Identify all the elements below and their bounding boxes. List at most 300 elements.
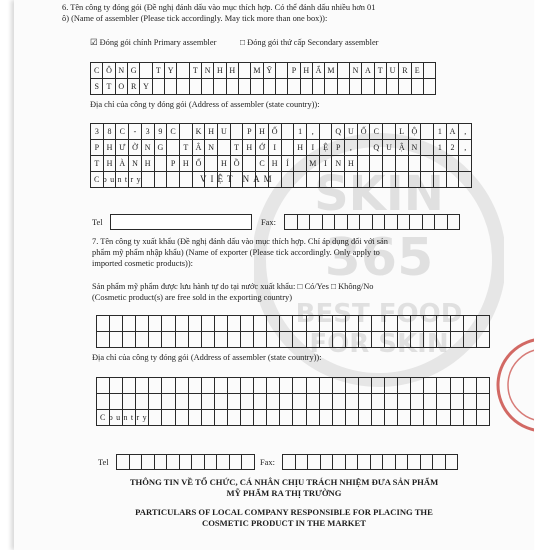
digit-box[interactable] (180, 455, 193, 469)
letter-box[interactable] (136, 394, 149, 409)
letter-box[interactable]: N (129, 156, 142, 171)
letter-box[interactable] (477, 378, 489, 393)
digit-box[interactable] (335, 215, 348, 229)
letter-box[interactable] (189, 378, 202, 393)
letter-box[interactable] (398, 410, 411, 425)
letter-box[interactable] (280, 332, 293, 347)
letter-box[interactable] (162, 316, 175, 331)
letter-box[interactable] (346, 378, 359, 393)
letter-box[interactable] (359, 332, 372, 347)
letter-box[interactable] (333, 316, 346, 331)
letter-box[interactable] (411, 410, 424, 425)
letter-box[interactable] (176, 332, 189, 347)
letter-box[interactable]: H (180, 156, 193, 171)
letter-box[interactable] (189, 332, 202, 347)
letter-box[interactable] (372, 332, 385, 347)
letter-box[interactable] (385, 316, 398, 331)
letter-box[interactable] (451, 378, 464, 393)
letter-box[interactable]: U (383, 140, 396, 155)
digit-box[interactable] (230, 455, 243, 469)
letter-box[interactable] (398, 394, 411, 409)
letter-box[interactable] (110, 394, 123, 409)
letter-box[interactable] (205, 156, 218, 171)
letter-box[interactable] (359, 316, 372, 331)
letter-box[interactable] (370, 172, 383, 187)
letter-box[interactable] (372, 316, 385, 331)
letter-box[interactable] (424, 79, 435, 94)
letter-box[interactable] (385, 332, 398, 347)
letter-box[interactable] (189, 316, 202, 331)
letter-box[interactable]: O (116, 79, 128, 94)
letter-box[interactable] (350, 79, 362, 94)
letter-box[interactable] (227, 79, 239, 94)
letter-box[interactable] (437, 316, 450, 331)
letter-box[interactable] (451, 332, 464, 347)
letter-box[interactable] (464, 378, 477, 393)
letter-box[interactable] (307, 410, 320, 425)
letter-box[interactable] (267, 378, 280, 393)
letter-box[interactable]: Ố (358, 124, 371, 139)
letter-box[interactable] (149, 332, 162, 347)
letter-box[interactable] (280, 316, 293, 331)
letter-box[interactable]: H (301, 63, 313, 78)
digit-box[interactable] (142, 455, 155, 469)
letter-box[interactable] (434, 172, 447, 187)
letter-box[interactable] (288, 79, 300, 94)
letter-box[interactable]: K (193, 124, 206, 139)
letter-box[interactable] (424, 410, 437, 425)
letter-box[interactable] (149, 378, 162, 393)
letter-box[interactable] (228, 394, 241, 409)
letter-box[interactable] (459, 172, 471, 187)
letter-box[interactable] (241, 378, 254, 393)
letter-box[interactable] (424, 394, 437, 409)
letter-box[interactable]: Ờ (129, 140, 142, 155)
letter-box[interactable] (293, 410, 306, 425)
digit-box[interactable] (348, 215, 361, 229)
letter-box[interactable]: 2 (447, 140, 460, 155)
primary-assembler-option[interactable]: ☑ Đóng gói chính Primary assembler (90, 38, 217, 47)
letter-box[interactable]: H (345, 156, 358, 171)
letter-box[interactable] (202, 378, 215, 393)
assembler-name-row-1[interactable] (90, 62, 436, 79)
letter-box[interactable] (333, 394, 346, 409)
letter-box[interactable]: M (307, 156, 320, 171)
letter-box[interactable]: T (180, 140, 193, 155)
letter-box[interactable] (464, 332, 477, 347)
letter-box[interactable] (325, 79, 337, 94)
letter-box[interactable] (202, 79, 214, 94)
letter-box[interactable] (239, 79, 251, 94)
letter-box[interactable]: C (370, 124, 383, 139)
letter-box[interactable]: Â (193, 140, 206, 155)
letter-box[interactable]: H (104, 156, 117, 171)
letter-box[interactable] (218, 140, 231, 155)
assembler-address-row-1[interactable] (90, 123, 472, 140)
letter-box[interactable] (307, 316, 320, 331)
letter-box[interactable] (110, 378, 123, 393)
letter-box[interactable] (385, 394, 398, 409)
letter-box[interactable] (346, 394, 359, 409)
letter-box[interactable]: T (190, 63, 202, 78)
letter-box[interactable] (294, 172, 307, 187)
secondary-assembler-option[interactable]: □ Đóng gói thứ cấp Secondary assembler (240, 38, 379, 47)
letter-box[interactable] (359, 394, 372, 409)
letter-box[interactable] (320, 172, 333, 187)
digit-box[interactable] (298, 215, 311, 229)
letter-box[interactable] (123, 378, 136, 393)
letter-box[interactable]: U (218, 124, 231, 139)
letter-box[interactable] (162, 378, 175, 393)
letter-box[interactable] (333, 410, 346, 425)
letter-box[interactable] (358, 156, 371, 171)
digit-box[interactable] (346, 455, 359, 469)
letter-box[interactable]: À (116, 156, 129, 171)
letter-box[interactable] (409, 156, 422, 171)
digit-box[interactable] (117, 455, 130, 469)
letter-box[interactable] (162, 332, 175, 347)
letter-box[interactable] (385, 378, 398, 393)
letter-box[interactable]: M (251, 63, 263, 78)
letter-box[interactable]: G (128, 63, 140, 78)
digit-box[interactable] (360, 215, 373, 229)
letter-box[interactable] (359, 378, 372, 393)
letter-box[interactable] (421, 140, 434, 155)
letter-box[interactable] (254, 394, 267, 409)
letter-box[interactable] (149, 316, 162, 331)
digit-box[interactable] (358, 455, 371, 469)
letter-box[interactable] (424, 378, 437, 393)
assembler-name-row-2[interactable] (90, 78, 436, 95)
tel-field-redacted[interactable] (110, 214, 252, 230)
letter-box[interactable] (215, 394, 228, 409)
letter-box[interactable] (447, 172, 460, 187)
digit-box[interactable] (310, 215, 323, 229)
letter-box[interactable] (477, 316, 489, 331)
digit-box[interactable] (408, 455, 421, 469)
letter-box[interactable]: H (227, 63, 239, 78)
letter-box[interactable] (167, 172, 180, 187)
free-sale-question[interactable]: Sản phẩm mỹ phẩm được lưu hành tự do tại nước xuất khẩu: □ Có/Yes □ Không/No (92, 282, 374, 291)
letter-box[interactable]: Ố (193, 156, 206, 171)
letter-box[interactable] (313, 79, 325, 94)
letter-box[interactable] (149, 394, 162, 409)
letter-box[interactable] (477, 332, 489, 347)
letter-box[interactable] (477, 394, 489, 409)
letter-box[interactable]: Í (282, 156, 295, 171)
letter-box[interactable] (267, 394, 280, 409)
letter-box[interactable]: Ớ (256, 140, 269, 155)
letter-box[interactable]: C (116, 124, 129, 139)
letter-box[interactable] (359, 410, 372, 425)
letter-box[interactable] (97, 378, 110, 393)
letter-box[interactable]: , (307, 124, 320, 139)
digit-box[interactable] (398, 215, 411, 229)
digit-box[interactable] (285, 215, 298, 229)
digit-box[interactable] (192, 455, 205, 469)
letter-box[interactable]: Q (332, 124, 345, 139)
letter-box[interactable] (280, 410, 293, 425)
letter-box[interactable]: , (464, 127, 467, 136)
letter-box[interactable] (358, 172, 371, 187)
assembler-country-row[interactable] (90, 171, 472, 188)
letter-box[interactable] (162, 410, 175, 425)
letter-box[interactable] (333, 378, 346, 393)
letter-box[interactable] (123, 332, 136, 347)
letter-box[interactable] (264, 79, 276, 94)
letter-box[interactable] (320, 332, 333, 347)
letter-box[interactable]: H (104, 140, 117, 155)
letter-box[interactable] (320, 394, 333, 409)
letter-box[interactable]: T (91, 156, 104, 171)
letter-box[interactable]: Ậ (396, 140, 409, 155)
letter-box[interactable]: Ỹ (264, 63, 276, 78)
letter-box[interactable] (280, 378, 293, 393)
letter-box[interactable] (155, 156, 168, 171)
letter-box[interactable]: N (142, 140, 155, 155)
digit-box[interactable] (321, 455, 334, 469)
letter-box[interactable]: C (91, 63, 103, 78)
letter-box[interactable] (123, 316, 136, 331)
letter-box[interactable]: G (155, 140, 168, 155)
digit-box[interactable] (410, 215, 423, 229)
letter-box[interactable] (231, 124, 244, 139)
letter-box[interactable] (372, 410, 385, 425)
letter-box[interactable] (464, 394, 477, 409)
letter-box[interactable]: S (91, 79, 103, 94)
letter-box[interactable] (97, 332, 110, 347)
letter-box[interactable]: H (269, 156, 282, 171)
letter-box[interactable] (267, 332, 280, 347)
letter-box[interactable]: , (345, 140, 358, 155)
digit-box[interactable] (385, 215, 398, 229)
digit-box[interactable] (242, 455, 254, 469)
letter-box[interactable]: H (214, 63, 226, 78)
letter-box[interactable] (358, 140, 371, 155)
digit-box[interactable] (396, 455, 409, 469)
letter-box[interactable] (136, 316, 149, 331)
letter-box[interactable] (215, 378, 228, 393)
letter-box[interactable]: H (205, 124, 218, 139)
letter-box[interactable] (333, 332, 346, 347)
letter-box[interactable]: A (362, 63, 374, 78)
letter-box[interactable] (346, 410, 359, 425)
letter-box[interactable] (97, 316, 110, 331)
digit-box[interactable] (421, 455, 434, 469)
digit-box[interactable] (448, 215, 460, 229)
digit-box[interactable] (446, 455, 458, 469)
exporter-name-row-2[interactable] (96, 331, 490, 348)
letter-box[interactable]: M (325, 63, 337, 78)
letter-box[interactable]: 9 (155, 124, 168, 139)
letter-box[interactable]: 8 (104, 124, 117, 139)
letter-box[interactable] (254, 410, 267, 425)
letter-box[interactable] (451, 394, 464, 409)
letter-box[interactable] (189, 394, 202, 409)
letter-box[interactable]: Y (165, 63, 177, 78)
digit-box[interactable] (130, 455, 143, 469)
letter-box[interactable] (267, 410, 280, 425)
letter-box[interactable] (251, 79, 263, 94)
digit-box[interactable] (433, 455, 446, 469)
letter-box[interactable] (320, 316, 333, 331)
letter-box[interactable] (421, 156, 434, 171)
letter-box[interactable] (437, 410, 450, 425)
letter-box[interactable]: R (399, 63, 411, 78)
letter-box[interactable] (282, 172, 295, 187)
letter-box[interactable] (332, 172, 345, 187)
letter-box[interactable] (370, 156, 383, 171)
letter-box[interactable] (411, 316, 424, 331)
letter-box[interactable] (162, 394, 175, 409)
letter-box[interactable] (447, 156, 460, 171)
letter-box[interactable] (228, 410, 241, 425)
letter-box[interactable] (97, 394, 110, 409)
exporter-country-row[interactable] (96, 409, 490, 426)
digit-box[interactable] (155, 455, 168, 469)
letter-box[interactable]: I (307, 140, 320, 155)
letter-box[interactable]: Ộ (409, 124, 422, 139)
letter-box[interactable] (140, 63, 152, 78)
letter-box[interactable] (202, 394, 215, 409)
letter-box[interactable] (411, 378, 424, 393)
letter-box[interactable] (136, 332, 149, 347)
letter-box[interactable] (437, 332, 450, 347)
letter-box[interactable] (383, 156, 396, 171)
letter-box[interactable]: I (320, 156, 333, 171)
letter-box[interactable] (424, 316, 437, 331)
letter-box[interactable] (387, 79, 399, 94)
letter-box[interactable]: H (218, 156, 231, 171)
letter-box[interactable] (396, 172, 409, 187)
letter-box[interactable] (434, 156, 447, 171)
letter-box[interactable] (437, 378, 450, 393)
letter-box[interactable] (123, 394, 136, 409)
letter-box[interactable] (202, 332, 215, 347)
letter-box[interactable] (110, 332, 123, 347)
letter-box[interactable]: Ư (116, 140, 129, 155)
letter-box[interactable] (228, 378, 241, 393)
letter-box[interactable] (362, 79, 374, 94)
digit-box[interactable] (308, 455, 321, 469)
letter-box[interactable] (176, 378, 189, 393)
letter-box[interactable] (411, 394, 424, 409)
digit-box[interactable] (217, 455, 230, 469)
letter-box[interactable]: P (332, 140, 345, 155)
letter-box[interactable]: 1 (434, 124, 447, 139)
letter-box[interactable]: H (294, 140, 307, 155)
exporter-fax-field[interactable] (282, 454, 458, 470)
letter-box[interactable] (411, 332, 424, 347)
letter-box[interactable] (301, 79, 313, 94)
letter-box[interactable]: Ô (103, 63, 115, 78)
letter-box[interactable] (307, 172, 320, 187)
letter-box[interactable]: 3 (142, 124, 155, 139)
letter-box[interactable] (202, 316, 215, 331)
digit-box[interactable] (323, 215, 336, 229)
letter-box[interactable] (307, 394, 320, 409)
letter-box[interactable]: N (409, 140, 422, 155)
exporter-address-row-2[interactable] (96, 393, 490, 410)
letter-box[interactable] (149, 410, 162, 425)
letter-box[interactable] (177, 79, 189, 94)
letter-box[interactable] (293, 332, 306, 347)
letter-box[interactable] (459, 156, 471, 171)
letter-box[interactable] (346, 316, 359, 331)
letter-box[interactable] (437, 394, 450, 409)
letter-box[interactable] (307, 378, 320, 393)
letter-box[interactable]: Ồ (231, 156, 244, 171)
letter-box[interactable] (176, 316, 189, 331)
letter-box[interactable]: , (464, 143, 467, 152)
letter-box[interactable] (338, 79, 350, 94)
letter-box[interactable] (464, 316, 477, 331)
letter-box[interactable] (320, 410, 333, 425)
letter-box[interactable]: N (202, 63, 214, 78)
letter-box[interactable] (383, 172, 396, 187)
letter-box[interactable] (215, 316, 228, 331)
assembler-address-row-3[interactable] (90, 155, 472, 172)
letter-box[interactable] (320, 378, 333, 393)
letter-box[interactable] (241, 316, 254, 331)
letter-box[interactable] (176, 410, 189, 425)
letter-box[interactable] (228, 316, 241, 331)
letter-box[interactable] (345, 172, 358, 187)
letter-box[interactable] (176, 394, 189, 409)
letter-box[interactable]: N (116, 63, 128, 78)
letter-box[interactable] (451, 316, 464, 331)
digit-box[interactable] (423, 215, 436, 229)
letter-box[interactable] (110, 316, 123, 331)
letter-box[interactable] (421, 124, 434, 139)
letter-box[interactable] (320, 124, 333, 139)
letter-box[interactable]: - (129, 124, 142, 139)
letter-box[interactable] (421, 172, 434, 187)
letter-box[interactable] (155, 172, 168, 187)
letter-box[interactable] (241, 332, 254, 347)
letter-box[interactable] (215, 332, 228, 347)
letter-box[interactable]: I (269, 140, 282, 155)
letter-box[interactable] (346, 332, 359, 347)
letter-box[interactable] (177, 63, 189, 78)
letter-box[interactable] (214, 79, 226, 94)
letter-box[interactable]: Q (370, 140, 383, 155)
digit-box[interactable] (296, 455, 309, 469)
letter-box[interactable] (307, 332, 320, 347)
letter-box[interactable] (276, 63, 288, 78)
exporter-tel-field[interactable] (116, 454, 255, 470)
letter-box[interactable]: P (288, 63, 300, 78)
letter-box[interactable] (477, 410, 489, 425)
letter-box[interactable]: E (412, 63, 424, 78)
letter-box[interactable]: R (128, 79, 140, 94)
digit-box[interactable] (383, 455, 396, 469)
letter-box[interactable]: 1 (294, 124, 307, 139)
letter-box[interactable] (399, 79, 411, 94)
letter-box[interactable] (241, 410, 254, 425)
letter-box[interactable]: P (91, 140, 104, 155)
letter-box[interactable] (180, 172, 193, 187)
letter-box[interactable]: T (153, 63, 165, 78)
exporter-name-row-1[interactable] (96, 315, 490, 332)
letter-box[interactable] (372, 394, 385, 409)
letter-box[interactable]: P (167, 156, 180, 171)
letter-box[interactable]: H (256, 124, 269, 139)
letter-box[interactable] (396, 156, 409, 171)
letter-box[interactable] (215, 410, 228, 425)
letter-box[interactable]: N (350, 63, 362, 78)
letter-box[interactable]: L (396, 124, 409, 139)
